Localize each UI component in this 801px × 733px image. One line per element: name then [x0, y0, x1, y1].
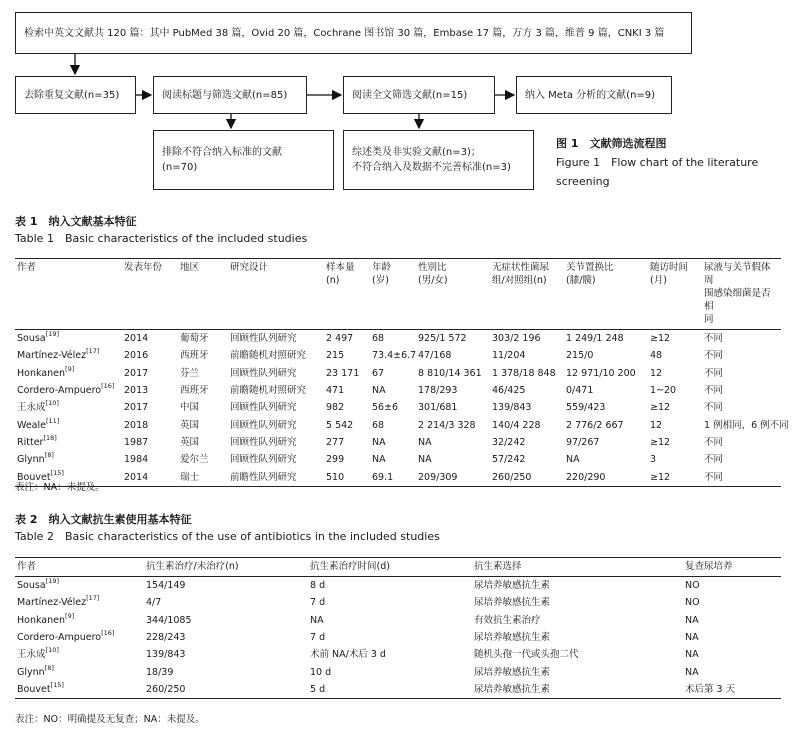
table-cell: 英国	[180, 436, 200, 448]
table-cell: 215	[326, 350, 345, 362]
table-cell: 5 d	[310, 683, 326, 695]
table-cell: 48	[650, 350, 663, 362]
table-cell: 559/423	[566, 402, 606, 414]
reference-number: [10]	[45, 646, 59, 655]
table-row	[15, 451, 781, 468]
table2-caption	[15, 511, 440, 545]
table-cell: 1984	[124, 454, 149, 466]
table-cell: 前瞻随机对照研究	[230, 350, 307, 362]
author-cell	[15, 434, 122, 451]
author-name: 王永成	[17, 402, 46, 414]
reference-number: [19]	[45, 330, 60, 339]
table-cell: 68	[372, 333, 385, 345]
reference-number: [19]	[45, 577, 60, 586]
reference-value: 11	[48, 416, 57, 425]
table2-header-row	[15, 558, 781, 577]
fulltext-screen-box: 阅读全文筛选文献(n=15)	[343, 76, 495, 114]
table-cell: 982	[326, 402, 345, 414]
author-cell	[15, 612, 144, 629]
author-cell	[15, 663, 144, 680]
table-cell: 299	[326, 454, 345, 466]
reference-value: 9	[67, 611, 72, 620]
table-cell: 7 d	[310, 597, 326, 609]
table1-header-10: 尿液与关节假体周 围感染细菌是否相 同	[704, 262, 771, 325]
table-cell: 925/1 572	[418, 333, 467, 345]
table-row	[15, 347, 781, 364]
table-cell: 尿培养敏感抗生素	[474, 683, 551, 695]
author-cell	[15, 577, 144, 595]
table-cell: 12	[650, 367, 663, 379]
table-cell: 5 542	[326, 419, 354, 431]
reference-value: 10	[48, 399, 57, 408]
author-name: Glynn	[17, 454, 45, 466]
reference-number: [18]	[43, 433, 57, 442]
table-row	[15, 646, 781, 663]
reference-number: [8]	[44, 663, 54, 672]
reference-value: 17	[88, 347, 97, 356]
table-cell: 56±6	[372, 402, 399, 414]
table-cell: 不同	[704, 471, 724, 483]
figure-caption	[556, 134, 758, 191]
table-cell: 2016	[124, 350, 149, 362]
table-cell: 不同	[704, 385, 724, 397]
table-cell: 215/0	[566, 350, 594, 362]
table1-header-8: 关节置换比 (膝/髋)	[566, 262, 614, 286]
table2-header-3: 抗生素选择	[474, 561, 522, 572]
table1-header-0: 作者	[17, 262, 37, 273]
table-cell: NO	[685, 580, 700, 592]
author-cell	[15, 382, 122, 399]
author-name: Glynn	[17, 666, 45, 678]
table1-note: 表注：NA：未提及。	[15, 482, 105, 493]
author-name: Cordero-Ampuero	[17, 385, 102, 397]
table-row	[15, 663, 781, 680]
table2-note: 表注：NO：明确提及无复查；NA：未提及。	[15, 714, 205, 725]
table-cell: 2018	[124, 419, 149, 431]
author-cell	[15, 347, 122, 364]
table-row	[15, 434, 781, 451]
table-cell: 301/681	[418, 402, 458, 414]
table-cell: 尿培养敏感抗生素	[474, 597, 551, 609]
table-cell: NO	[685, 597, 700, 609]
table-cell: 尿培养敏感抗生素	[474, 632, 551, 644]
table-cell: 154/149	[146, 580, 186, 592]
table2-header-0: 作者	[17, 561, 37, 572]
reference-value: 9	[67, 364, 72, 373]
table-cell: 2 214/3 328	[418, 419, 476, 431]
table-cell: 139/843	[146, 649, 186, 661]
table-cell: 11/204	[492, 350, 526, 362]
table-cell: 回顾性队列研究	[230, 367, 297, 379]
reference-number: [15]	[50, 680, 64, 689]
author-name: Sousa	[17, 580, 46, 592]
author-name: Bouvet	[17, 471, 51, 483]
table1-caption-zh: 表 1 纳入文献基本特征	[15, 215, 137, 228]
table-cell: 10 d	[310, 666, 332, 678]
table-cell: 277	[326, 436, 345, 448]
table-cell: 2014	[124, 333, 149, 345]
reference-number: [9]	[65, 611, 75, 620]
reference-value: 19	[48, 577, 57, 586]
table-row	[15, 594, 781, 611]
table-cell: 2013	[124, 385, 149, 397]
table2-caption-en: Table 2 Basic characteristics of the use of antibiotics in the included studies	[15, 530, 440, 543]
table-cell: 回顾性队列研究	[230, 454, 297, 466]
table-cell: 1 例相同，6 例不同	[704, 419, 789, 431]
reference-value: 15	[53, 680, 62, 689]
reference-number: [17]	[86, 347, 100, 356]
author-name: Martínez-Vélez	[17, 350, 87, 362]
table-cell: NA	[685, 632, 699, 644]
dedup-box: 去除重复文献(n=35)	[15, 76, 136, 114]
table-cell: 回顾性队列研究	[230, 333, 297, 345]
table-cell: 西班牙	[180, 385, 209, 397]
reference-number: [16]	[101, 382, 115, 391]
table-cell: 220/290	[566, 471, 606, 483]
table-cell: 西班牙	[180, 350, 209, 362]
author-cell	[15, 646, 144, 663]
table1-header-4: 样本量 (n)	[326, 262, 355, 286]
table-cell: 12 971/10 200	[566, 367, 636, 379]
table-cell: 不同	[704, 436, 724, 448]
table-cell: 回顾性队列研究	[230, 436, 297, 448]
reference-value: 16	[103, 629, 112, 638]
table-cell: NA	[372, 454, 386, 466]
table-cell: 2017	[124, 367, 149, 379]
excluded-line2: (n=70)	[162, 162, 198, 173]
table-cell: 344/1085	[146, 614, 192, 626]
table-cell: NA	[418, 436, 432, 448]
table-row	[15, 399, 781, 416]
author-cell	[15, 330, 122, 348]
table-cell: NA	[685, 649, 699, 661]
author-cell	[15, 629, 144, 646]
table-cell: 前瞻性队列研究	[230, 471, 297, 483]
table-cell: 1~20	[650, 385, 677, 397]
meta-included-box: 纳入 Meta 分析的文献(n=9)	[516, 76, 672, 114]
author-cell	[15, 365, 122, 382]
reference-number: [10]	[45, 399, 59, 408]
table-cell: 有效抗生素治疗	[474, 614, 541, 626]
table1-header-7: 无症状性菌尿 组/对照组(n)	[492, 262, 550, 286]
table-cell: 23 171	[326, 367, 360, 379]
table-cell: 69.1	[372, 471, 394, 483]
table-cell: 4/7	[146, 597, 162, 609]
table2	[15, 557, 781, 699]
table1-header-5: 年龄 (岁)	[372, 262, 392, 286]
table-cell: NA	[566, 454, 580, 466]
table-row	[15, 416, 781, 433]
reference-number: [9]	[65, 364, 75, 373]
author-cell	[15, 416, 122, 433]
table-cell: 18/39	[146, 666, 174, 678]
table-cell: 8 d	[310, 580, 326, 592]
table1	[15, 258, 789, 487]
author-name: Honkanen	[17, 614, 66, 626]
reference-value: 8	[47, 663, 52, 672]
table-row	[15, 681, 781, 699]
table-cell: 不同	[704, 454, 724, 466]
reference-value: 18	[46, 433, 55, 442]
reference-number: [15]	[50, 468, 64, 477]
table-row	[15, 612, 781, 629]
author-name: Weale	[17, 419, 46, 431]
table-cell: 0/471	[566, 385, 594, 397]
table-cell: 260/250	[492, 471, 532, 483]
table-cell: 1987	[124, 436, 149, 448]
table1-header-6: 性别比 (男/女)	[418, 262, 448, 286]
table-cell: NA	[418, 454, 432, 466]
table-row	[15, 629, 781, 646]
reference-number: [17]	[86, 594, 100, 603]
table1-header-3: 研究设计	[230, 262, 269, 273]
table-cell: 爱尔兰	[180, 454, 209, 466]
review-line2: 不符合纳入及数据不完善标准(n=3)	[352, 162, 511, 173]
figure-caption-zh: 图 1 文献筛选流程图	[556, 137, 667, 150]
table-cell: 1 249/1 248	[566, 333, 624, 345]
table-cell: 73.4±6.7	[372, 350, 417, 362]
review-line1: 综述类及非实验文献(n=3)；	[352, 147, 481, 158]
table-row	[15, 330, 781, 348]
reference-value: 16	[103, 382, 112, 391]
table-cell: 不同	[704, 350, 724, 362]
table-cell: 510	[326, 471, 345, 483]
table-cell: 68	[372, 419, 385, 431]
reference-number: [11]	[46, 416, 60, 425]
figure-caption-en-2: screening	[556, 175, 610, 188]
table-cell: 芬兰	[180, 367, 200, 379]
table-cell: ≥12	[650, 436, 671, 448]
table-cell: 178/293	[418, 385, 458, 397]
table-cell: NA	[685, 614, 699, 626]
table-cell: ≥12	[650, 471, 671, 483]
table-cell: 2 776/2 667	[566, 419, 624, 431]
author-name: Sousa	[17, 333, 46, 345]
author-name: Bouvet	[17, 683, 51, 695]
reference-value: 10	[48, 646, 57, 655]
table-cell: ≥12	[650, 402, 671, 414]
author-name: 王永成	[17, 649, 46, 661]
author-name: Ritter	[17, 436, 44, 448]
author-name: Martínez-Vélez	[17, 597, 87, 609]
table-cell: 3	[650, 454, 657, 466]
table-cell: 47/168	[418, 350, 452, 362]
reference-number: [8]	[44, 451, 54, 460]
table-cell: 67	[372, 367, 385, 379]
table2-header-4: 复查尿培养	[685, 561, 733, 572]
table2-header-2: 抗生素治疗时间(d)	[310, 561, 390, 572]
table-cell: 术前 NA/术后 3 d	[310, 649, 386, 661]
table1-header-2: 地区	[180, 262, 200, 273]
table-cell: 12	[650, 419, 663, 431]
table-cell: 57/242	[492, 454, 526, 466]
table-cell: 回顾性队列研究	[230, 402, 297, 414]
table-cell: 209/309	[418, 471, 458, 483]
table-cell: NA	[372, 385, 386, 397]
table-cell: 前瞻随机对照研究	[230, 385, 307, 397]
reference-value: 8	[47, 451, 52, 460]
table-cell: ≥12	[650, 333, 671, 345]
table-cell: 1 378/18 848	[492, 367, 556, 379]
table-cell: 8 810/14 361	[418, 367, 482, 379]
table-cell: NA	[372, 436, 386, 448]
table-cell: 不同	[704, 367, 724, 379]
author-cell	[15, 451, 122, 468]
table-cell: 回顾性队列研究	[230, 419, 297, 431]
author-cell	[15, 594, 144, 611]
reference-value: 15	[53, 468, 62, 477]
reference-number: [16]	[101, 629, 115, 638]
table-cell: 140/4 228	[492, 419, 541, 431]
table2-caption-zh: 表 2 纳入文献抗生素使用基本特征	[15, 513, 192, 526]
table1-header-row	[15, 259, 781, 330]
title-screen-box: 阅读标题与筛选文献(n=85)	[153, 76, 307, 114]
table-cell: 228/243	[146, 632, 186, 644]
search-results-box: 检索中英文文献共 120 篇：其中 PubMed 38 篇，Ovid 20 篇，Cochrane 图书馆 30 篇，Embase 17 篇，万方 3 篇，维普 9 篇，CNKI 3 篇	[15, 12, 692, 54]
table-row	[15, 577, 781, 595]
table-cell: 尿培养敏感抗生素	[474, 580, 551, 592]
table-row	[15, 382, 781, 399]
table-cell: 139/843	[492, 402, 532, 414]
table-cell: 不同	[704, 402, 724, 414]
table-cell: 303/2 196	[492, 333, 541, 345]
table-cell: 术后第 3 天	[685, 683, 736, 695]
table-cell: 2 497	[326, 333, 354, 345]
table-cell: NA	[685, 666, 699, 678]
figure-caption-en-1: Figure 1 Flow chart of the literature	[556, 156, 759, 169]
table-cell: 260/250	[146, 683, 186, 695]
table-cell: 尿培养敏感抗生素	[474, 666, 551, 678]
table-row	[15, 365, 781, 382]
author-cell	[15, 681, 144, 699]
author-cell	[15, 399, 122, 416]
table-cell: 英国	[180, 419, 200, 431]
table-cell: 32/242	[492, 436, 526, 448]
table-cell: 7 d	[310, 632, 326, 644]
table-cell: 随机头孢一代或头孢二代	[474, 649, 579, 661]
table-cell: 中国	[180, 402, 200, 414]
reference-value: 19	[48, 330, 57, 339]
author-name: Honkanen	[17, 367, 66, 379]
table-cell: 46/425	[492, 385, 526, 397]
table-cell: 不同	[704, 333, 724, 345]
reference-value: 17	[88, 594, 97, 603]
table-cell: 471	[326, 385, 345, 397]
table1-caption	[15, 213, 307, 247]
table1-header-1: 发表年份	[124, 262, 163, 273]
table-cell: 97/267	[566, 436, 600, 448]
table2-header-1: 抗生素治疗/未治疗(n)	[146, 561, 239, 572]
table-cell: 瑞士	[180, 471, 200, 483]
table-row	[15, 468, 781, 486]
table1-header-9: 随访时间 (月)	[650, 262, 689, 286]
table-cell: 葡萄牙	[180, 333, 209, 345]
table1-caption-en: Table 1 Basic characteristics of the included studies	[15, 232, 308, 245]
author-name: Cordero-Ampuero	[17, 632, 102, 644]
table-cell: NA	[310, 614, 324, 626]
table-cell: 2017	[124, 402, 149, 414]
excluded-line1: 排除不符合纳入标准的文献	[162, 147, 282, 158]
table-cell: 2014	[124, 471, 149, 483]
